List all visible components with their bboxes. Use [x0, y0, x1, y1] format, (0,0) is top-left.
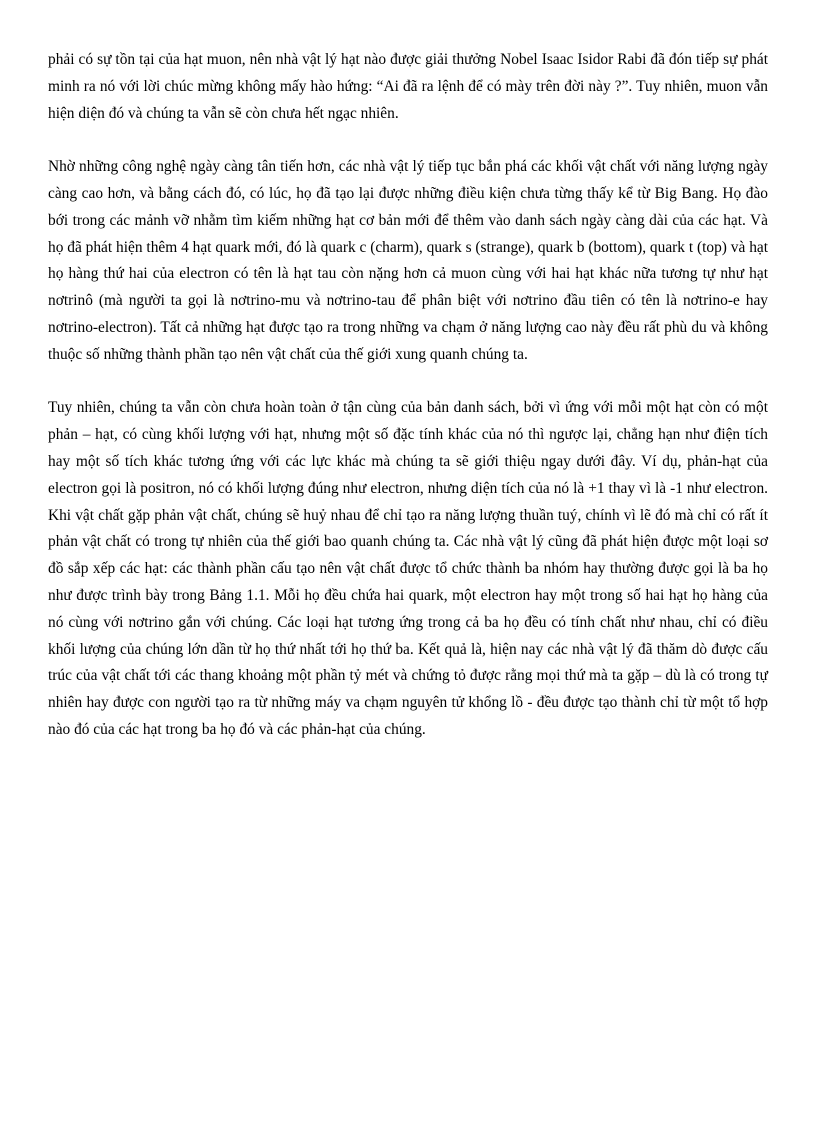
paragraph-muon: phải có sự tồn tại của hạt muon, nên nhà vật lý hạt nào được giải thưởng Nobel Isaac Isidor Rabi đã đón tiếp sự phát minh ra nó với lời chúc mừng không mấy hào hứng: “Ai đã ra lệnh để có mày trên đời này ?”. Tuy nhiên, muon vẫn hiện diện đó và chúng ta vẫn sẽ còn chưa hết ngạc nhiên.	[48, 51, 768, 122]
paragraph-antiparticles: Tuy nhiên, chúng ta vẫn còn chưa hoàn toàn ở tận cùng của bản danh sách, bởi vì ứng với mỗi một hạt còn có một phản – hạt, có cùng khối lượng với hạt, nhưng một số đặc tính khác của nó thì ngược lại, chẳng hạn như điện tích hay một số tích khác tương ứng với các lực khác mà chúng ta sẽ giới thiệu ngay dưới đây. Ví dụ, phản-hạt của electron gọi là positron, nó có khối lượng đúng như electron, nhưng diện tích của nó là +1 thay vì là -1 như electron. Khi vật chất gặp phản vật chất, chúng sẽ huỷ nhau để chỉ tạo ra năng lượng thuần tuý, chính vì lẽ đó mà chỉ có rất ít phản vật chất có trong tự nhiên của thế giới bao quanh chúng ta. Các nhà vật lý cũng đã phát hiện được một loại sơ đồ sắp xếp các hạt: các thành phần cấu tạo nên vật chất được tổ chức thành ba nhóm hay thường được gọi là ba họ như được trình bày trong Bảng 1.1. Mỗi họ đều chứa hai quark, một electron hay một trong số hai hạt họ hàng của nó cùng với nơtrino gắn với chúng. Các loại hạt tương ứng trong cả ba họ đều có tính chất như nhau, chỉ có điều khối lượng của chúng lớn dần từ họ thứ nhất tới họ thứ ba. Kết quả là, hiện nay các nhà vật lý đã thăm dò được cấu trúc của vật chất tới các thang khoảng một phần tỷ mét và chứng tỏ được rằng mọi thứ mà ta gặp – dù là có trong tự nhiên hay được con người tạo ra từ những máy va chạm nguyên tử khổng lồ - đều được tạo thành chỉ từ một tổ hợp nào đó của các hạt trong ba họ đó và các phản-hạt của chúng.	[48, 399, 768, 738]
paragraph-new-particles: Nhờ những công nghệ ngày càng tân tiến hơn, các nhà vật lý tiếp tục bắn phá các khối vật chất với năng lượng ngày càng cao hơn, và bằng cách đó, có lúc, họ đã tạo lại được những điều kiện chưa từng thấy kể từ Big Bang. Họ đào bới trong các mảnh vỡ nhằm tìm kiếm những hạt cơ bản mới để thêm vào danh sách ngày càng dài của các hạt. Và họ đã phát hiện thêm 4 hạt quark mới, đó là quark c (charm), quark s (strange), quark b (bottom), quark t (top) và hạt họ hàng thứ hai của electron có tên là hạt tau còn nặng hơn cả muon cùng với hai hạt khác nữa tương tự như hạt nơtrinô (mà người ta gọi là nơtrino-mu và nơtrino-tau để phân biệt với nơtrino đầu tiên có tên là nơtrino-e hay nơtrino-electron). Tất cả những hạt được tạo ra trong những va chạm ở năng lượng cao này đều rất phù du và không thuộc số những thành phần tạo nên vật chất của thế giới xung quanh chúng ta.	[48, 158, 768, 363]
document-page	[48, 47, 768, 771]
